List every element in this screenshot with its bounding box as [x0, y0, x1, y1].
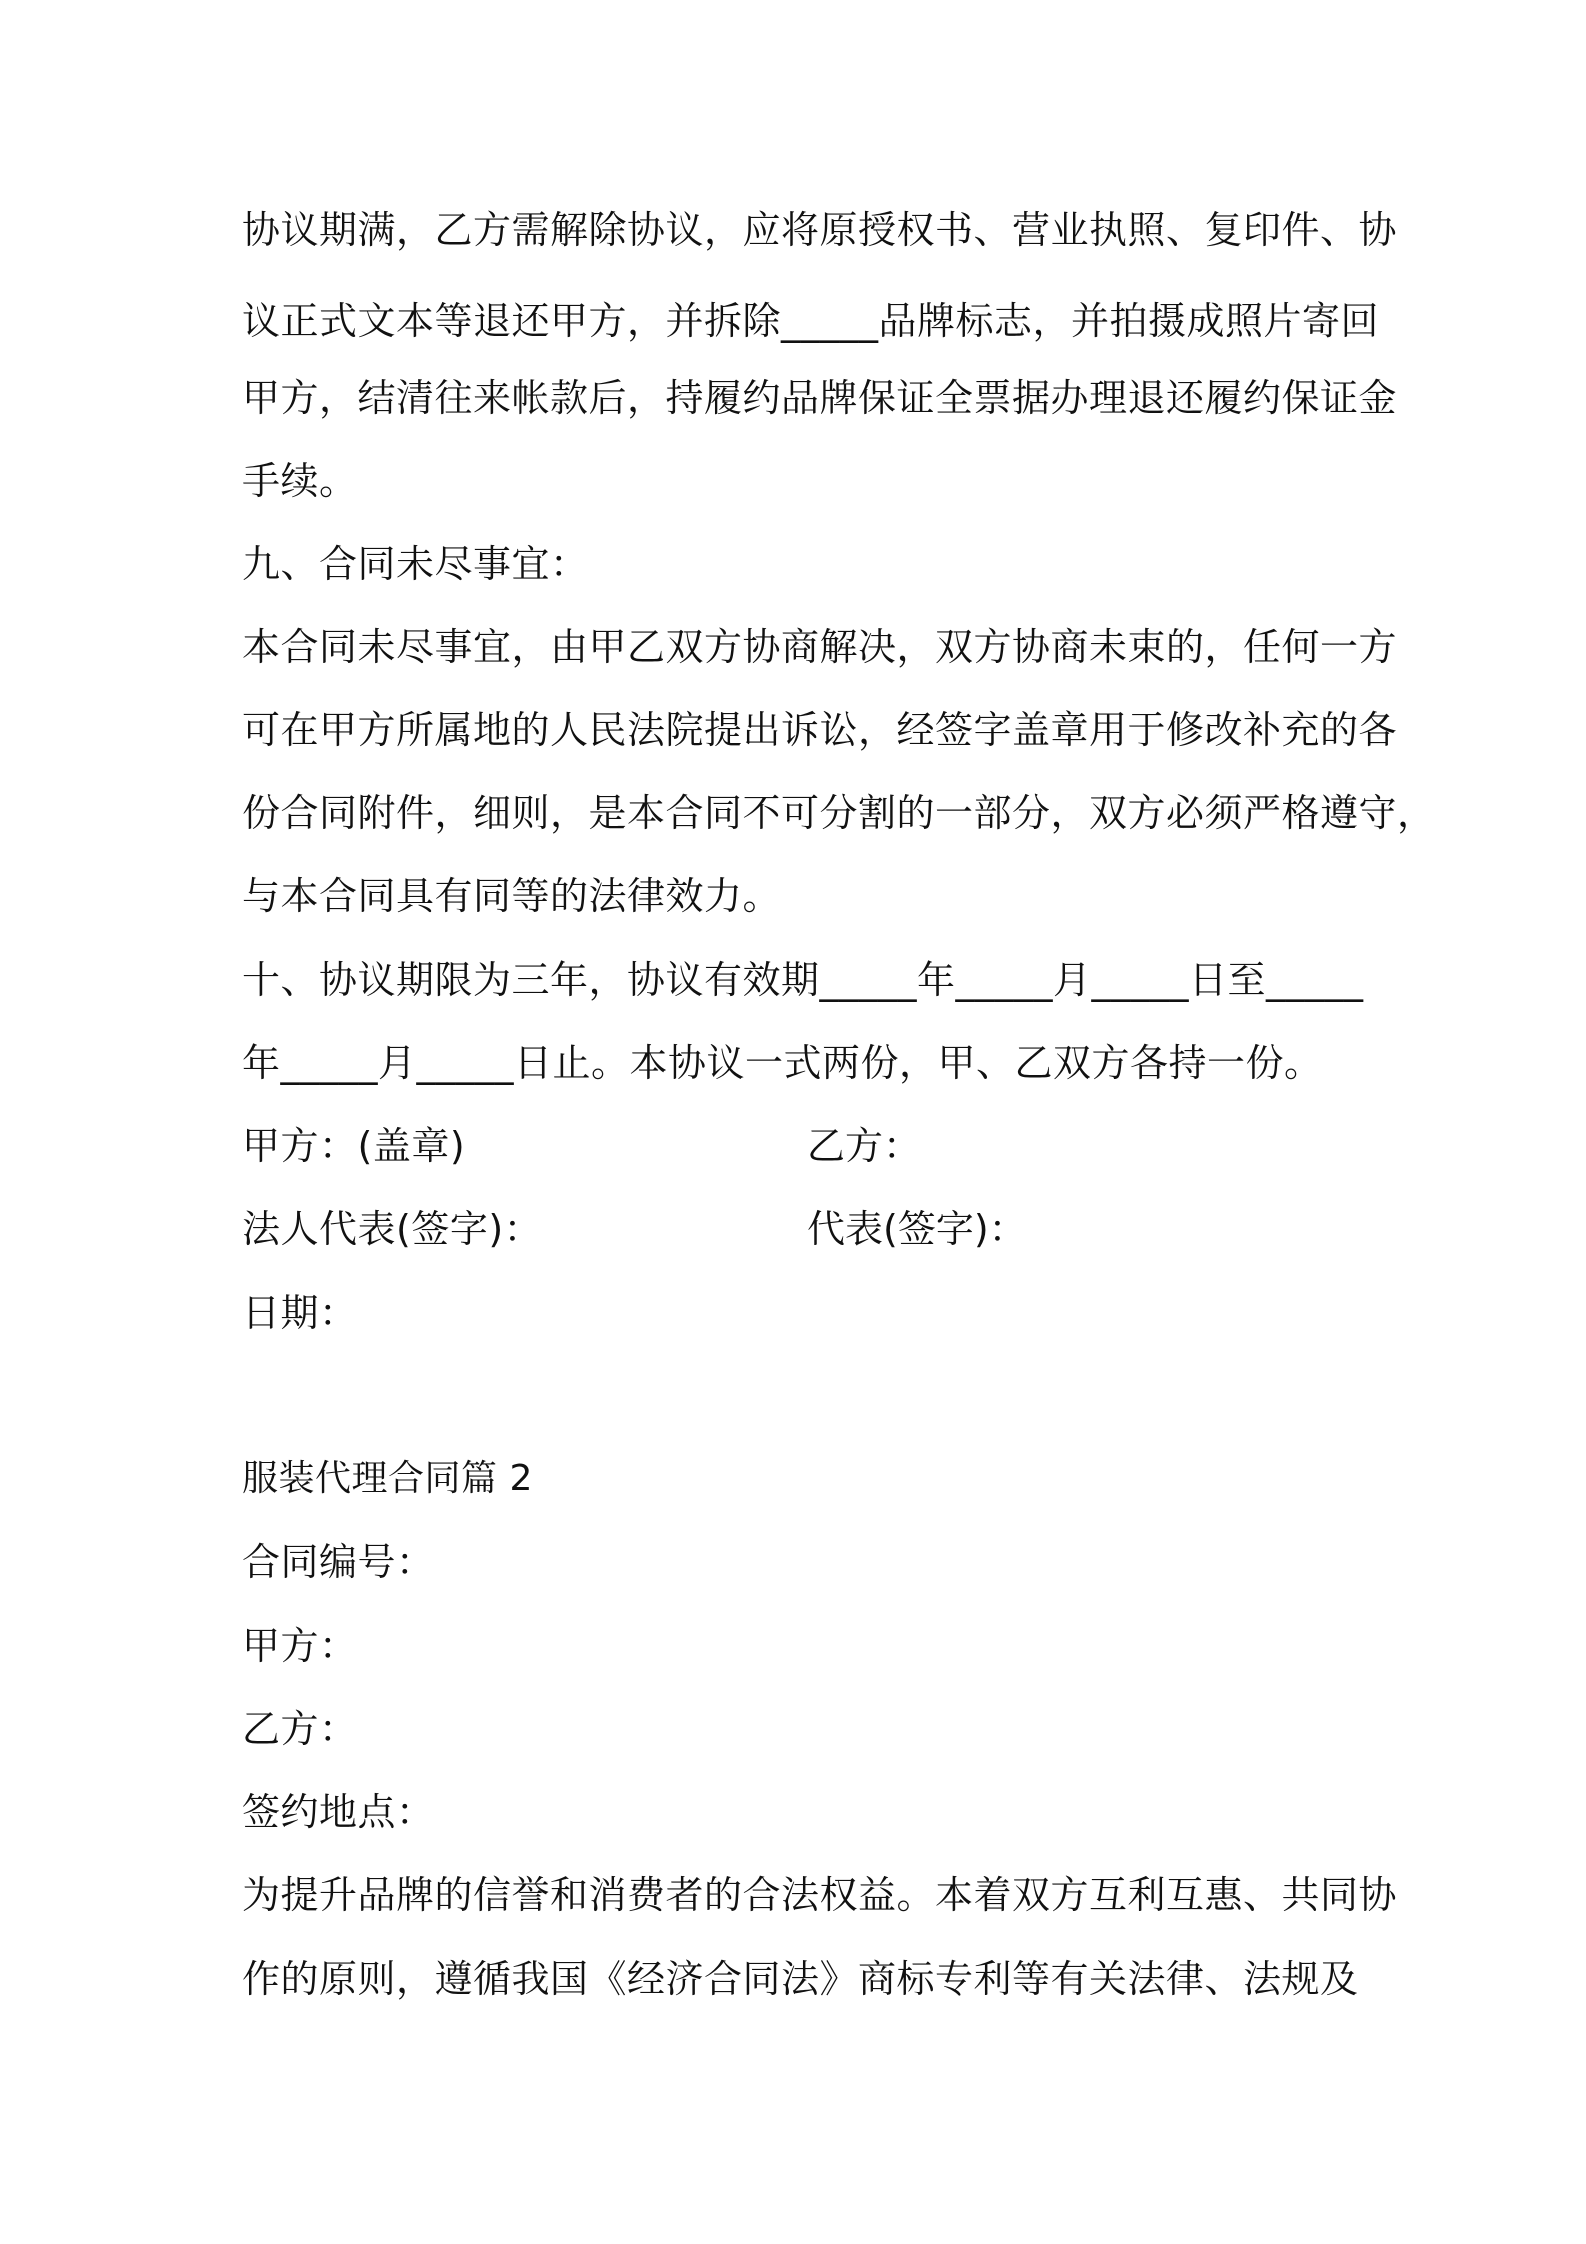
paragraph-line: 年_____月_____日止。本协议一式两份，甲、乙双方各持一份。	[242, 1041, 1323, 1085]
paragraph-line: 可在甲方所属地的人民法院提出诉讼，经签字盖章用于修改补充的各	[242, 708, 1398, 752]
paragraph-line: 十、协议期限为三年，协议有效期_____年_____月_____日至_____	[242, 958, 1364, 1002]
paragraph-line: 甲方，结清往来帐款后，持履约品牌保证全票据办理退还履约保证金	[242, 376, 1398, 420]
paragraph-line: 议正式文本等退还甲方，并拆除_____品牌标志，并拍摄成照片寄回	[242, 299, 1380, 343]
contract-title: 服装代理合同篇 2	[242, 1458, 533, 1499]
paragraph-line: 手续。	[242, 459, 358, 503]
party-a-label: 甲方：	[242, 1624, 358, 1668]
signature-party-a: 甲方：(盖章)	[242, 1124, 466, 1168]
signature-legal-rep: 法人代表(签字)：	[242, 1207, 543, 1251]
paragraph-line: 与本合同具有同等的法律效力。	[242, 874, 782, 918]
paragraph-line: 作的原则，遵循我国《经济合同法》商标专利等有关法律、法规及	[242, 1957, 1359, 2001]
paragraph-line: 本合同未尽事宜，由甲乙双方协商解决，双方协商未束的，任何一方	[242, 625, 1398, 669]
signing-place-label: 签约地点：	[242, 1790, 435, 1834]
paragraph-line: 份合同附件，细则，是本合同不可分割的一部分，双方必须严格遵守，	[242, 791, 1436, 835]
signature-date: 日期：	[242, 1291, 358, 1335]
signature-party-b: 乙方：	[807, 1124, 922, 1168]
contract-number-label: 合同编号：	[242, 1540, 435, 1584]
signature-rep: 代表(签字)：	[807, 1207, 1027, 1251]
paragraph-line: 为提升品牌的信誉和消费者的合法权益。本着双方互利互惠、共同协	[242, 1873, 1398, 1917]
section-heading: 九、合同未尽事宜：	[242, 542, 589, 586]
paragraph-line: 协议期满，乙方需解除协议，应将原授权书、营业执照、复印件、协	[242, 208, 1398, 252]
party-b-label: 乙方：	[242, 1707, 358, 1751]
